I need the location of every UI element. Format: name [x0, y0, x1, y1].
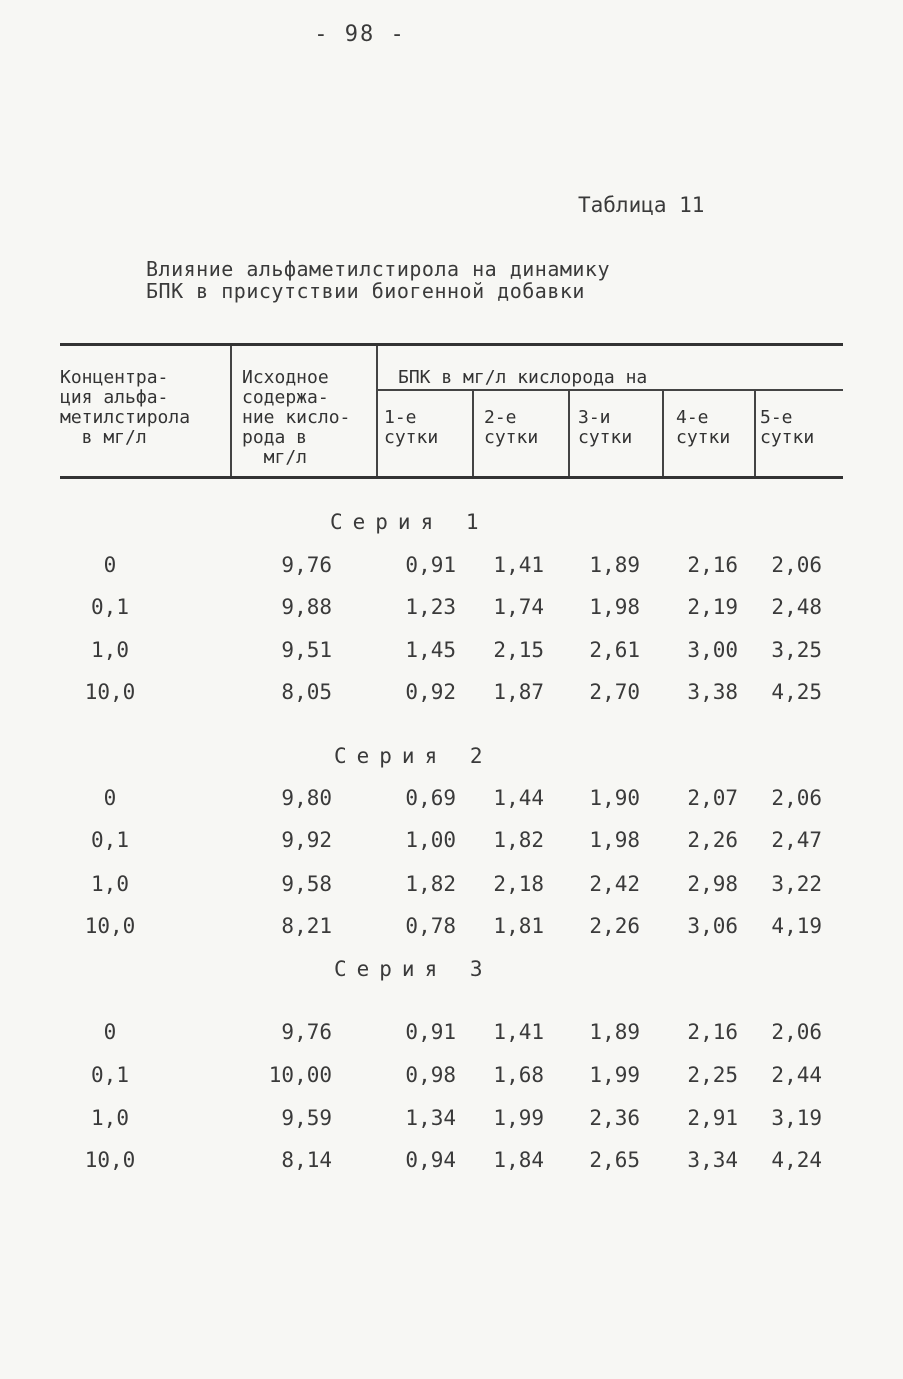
table-cell: 2,06 — [771, 553, 822, 577]
table-cell: 10,0 — [84, 680, 136, 704]
table-cell: 0,91 — [405, 553, 456, 577]
table-cell: 0 — [103, 553, 117, 577]
table-cell: 1,45 — [405, 638, 456, 662]
table-cell: 2,15 — [493, 638, 544, 662]
table-label: Таблица 11 — [578, 193, 705, 217]
header-divider — [376, 346, 378, 476]
table-row — [0, 553, 903, 583]
table-cell: 3,34 — [687, 1148, 738, 1172]
table-cell: 9,58 — [281, 872, 332, 896]
table-caption — [146, 258, 610, 302]
table-cell: 2,26 — [589, 914, 640, 938]
header-divider — [568, 391, 570, 476]
header-concentration: Концентра- ция альфа- метилстирола в мг/л — [60, 367, 191, 448]
caption-line: БПК в присутствии биогенной добавки — [146, 279, 585, 303]
table-cell: 1,00 — [405, 828, 456, 852]
table-cell: 0 — [103, 1020, 117, 1044]
table-cell: 1,98 — [589, 828, 640, 852]
table-cell: 0,92 — [405, 680, 456, 704]
table-row — [0, 786, 903, 816]
table-cell: 2,18 — [493, 872, 544, 896]
table-cell: 9,88 — [281, 595, 332, 619]
table-cell: 8,05 — [281, 680, 332, 704]
table-cell: 1,0 — [91, 1106, 129, 1130]
table-cell: 10,0 — [84, 1148, 136, 1172]
table-cell: 2,25 — [687, 1063, 738, 1087]
table-cell: 9,80 — [281, 786, 332, 810]
table-row — [0, 638, 903, 668]
table-cell: 0 — [103, 786, 117, 810]
table-cell: 1,81 — [493, 914, 544, 938]
table-header — [60, 343, 843, 479]
table-cell: 2,26 — [687, 828, 738, 852]
series-title: Серия 1 — [330, 510, 489, 534]
table-cell: 2,91 — [687, 1106, 738, 1130]
table-cell: 2,44 — [771, 1063, 822, 1087]
table-cell: 4,25 — [771, 680, 822, 704]
table-cell: 1,89 — [589, 1020, 640, 1044]
table-cell: 8,21 — [281, 914, 332, 938]
table-cell: 10,00 — [268, 1063, 332, 1087]
table-cell: 2,61 — [589, 638, 640, 662]
table-row — [0, 1063, 903, 1093]
table-cell: 1,0 — [91, 638, 129, 662]
table-cell: 2,65 — [589, 1148, 640, 1172]
table-row — [0, 914, 903, 944]
table-row — [0, 828, 903, 858]
table-cell: 3,19 — [771, 1106, 822, 1130]
table-cell: 2,16 — [687, 553, 738, 577]
table-cell: 3,25 — [771, 638, 822, 662]
table-cell: 2,06 — [771, 786, 822, 810]
header-day-2: 2-е сутки — [484, 407, 539, 448]
table-cell: 8,14 — [281, 1148, 332, 1172]
table-cell: 3,06 — [687, 914, 738, 938]
table-cell: 1,34 — [405, 1106, 456, 1130]
header-divider — [230, 346, 232, 476]
table-cell: 0,78 — [405, 914, 456, 938]
table-cell: 1,99 — [493, 1106, 544, 1130]
table-cell: 3,22 — [771, 872, 822, 896]
series-title: Серия 3 — [334, 957, 493, 981]
table-cell: 2,47 — [771, 828, 822, 852]
header-day-5: 5-е сутки — [760, 407, 815, 448]
table-cell: 1,82 — [493, 828, 544, 852]
header-subline — [378, 389, 843, 391]
table-cell: 1,68 — [493, 1063, 544, 1087]
table-cell: 0,1 — [91, 828, 129, 852]
table-cell: 2,16 — [687, 1020, 738, 1044]
table-cell: 10,0 — [84, 914, 136, 938]
table-cell: 1,99 — [589, 1063, 640, 1087]
table-cell: 9,59 — [281, 1106, 332, 1130]
table-cell: 1,84 — [493, 1148, 544, 1172]
table-row — [0, 595, 903, 625]
table-cell: 0,91 — [405, 1020, 456, 1044]
table-cell: 2,48 — [771, 595, 822, 619]
table-cell: 9,51 — [281, 638, 332, 662]
table-cell: 1,89 — [589, 553, 640, 577]
table-cell: 0,69 — [405, 786, 456, 810]
header-divider — [754, 391, 756, 476]
table-row — [0, 1020, 903, 1050]
table-cell: 1,44 — [493, 786, 544, 810]
table-cell: 3,00 — [687, 638, 738, 662]
table-cell: 2,06 — [771, 1020, 822, 1044]
table-cell: 4,24 — [771, 1148, 822, 1172]
table-cell: 1,41 — [493, 1020, 544, 1044]
table-cell: 1,87 — [493, 680, 544, 704]
header-initial-oxygen: Исходное содержа- ние кисло- рода в мг/л — [242, 367, 351, 468]
table-cell: 1,90 — [589, 786, 640, 810]
table-cell: 2,07 — [687, 786, 738, 810]
table-cell: 4,19 — [771, 914, 822, 938]
table-row — [0, 1106, 903, 1136]
table-row — [0, 1148, 903, 1178]
header-day-4: 4-е сутки — [676, 407, 731, 448]
series-title: Серия 2 — [334, 744, 493, 768]
table-cell: 1,98 — [589, 595, 640, 619]
table-cell: 0,98 — [405, 1063, 456, 1087]
header-divider — [662, 391, 664, 476]
table-cell: 1,0 — [91, 872, 129, 896]
table-cell: 1,82 — [405, 872, 456, 896]
table-cell: 0,1 — [91, 1063, 129, 1087]
table-cell: 9,76 — [281, 1020, 332, 1044]
table-cell: 3,38 — [687, 680, 738, 704]
table-cell: 2,36 — [589, 1106, 640, 1130]
caption-line: Влияние альфаметилстирола на динамику — [146, 257, 611, 281]
page-number: - 98 - — [314, 22, 406, 47]
table-cell: 1,41 — [493, 553, 544, 577]
header-day-3: 3-и сутки — [578, 407, 633, 448]
header-divider — [472, 391, 474, 476]
table-cell: 1,23 — [405, 595, 456, 619]
table-cell: 2,42 — [589, 872, 640, 896]
table-cell: 2,19 — [687, 595, 738, 619]
table-row — [0, 872, 903, 902]
header-day-1: 1-е сутки — [384, 407, 439, 448]
table-cell: 2,70 — [589, 680, 640, 704]
header-bpk-group: БПК в мг/л кислорода на — [398, 367, 648, 388]
table-cell: 1,74 — [493, 595, 544, 619]
table-cell: 0,94 — [405, 1148, 456, 1172]
table-cell: 2,98 — [687, 872, 738, 896]
table-cell: 9,76 — [281, 553, 332, 577]
table-cell: 9,92 — [281, 828, 332, 852]
table-cell: 0,1 — [91, 595, 129, 619]
table-row — [0, 680, 903, 710]
